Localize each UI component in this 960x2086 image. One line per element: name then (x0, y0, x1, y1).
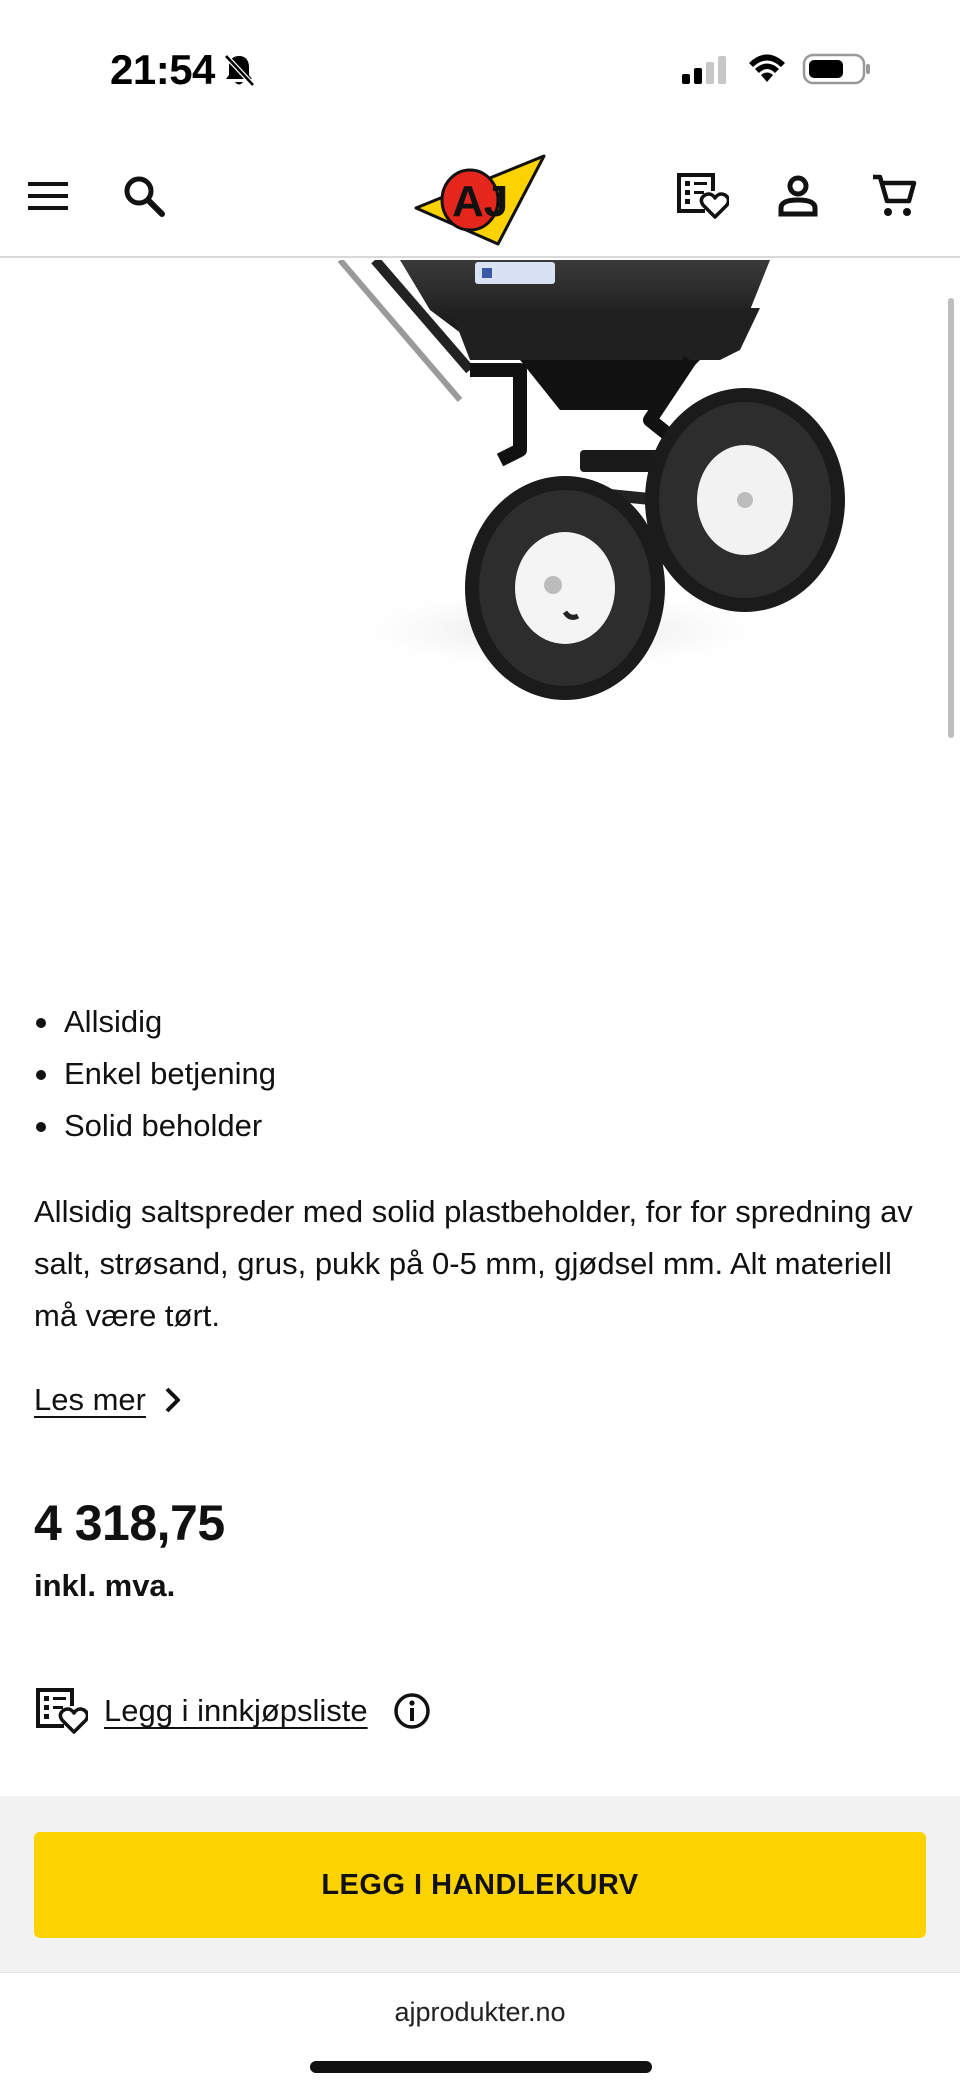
read-more-link[interactable] (34, 1382, 182, 1418)
shopping-list-button[interactable] (674, 168, 730, 224)
bell-slash-icon (222, 52, 256, 88)
home-indicator[interactable] (310, 2061, 652, 2073)
add-to-shopping-list-link[interactable]: Legg i innkjøpsliste (104, 1693, 368, 1728)
battery-icon (802, 52, 872, 86)
aj-logo[interactable] (412, 148, 548, 248)
feature-item: Solid beholder (34, 1100, 276, 1152)
status-bar (0, 0, 960, 140)
account-icon (778, 174, 818, 218)
cart-button[interactable] (866, 168, 922, 224)
wifi-icon (746, 50, 788, 86)
search-icon (122, 174, 166, 218)
vat-note: inkl. mva. (34, 1568, 176, 1603)
product-image (0, 260, 960, 860)
site-header (0, 140, 960, 258)
page-scrollbar[interactable] (948, 298, 954, 738)
salt-spreader-illustration (0, 260, 960, 860)
add-to-cart-bar (0, 1796, 960, 1972)
menu-button[interactable] (20, 168, 76, 224)
feature-list (34, 996, 276, 1152)
read-more-label: Les mer (34, 1382, 146, 1417)
account-button[interactable] (770, 168, 826, 224)
feature-item: Allsidig (34, 996, 276, 1048)
shopping-list-heart-icon (675, 171, 729, 221)
hamburger-menu-icon (26, 179, 70, 213)
info-icon (393, 1692, 431, 1730)
browser-address-bar (0, 1972, 960, 2086)
add-to-cart-button[interactable]: LEGG I HANDLEKURV (34, 1832, 926, 1938)
shopping-list-row (34, 1686, 432, 1736)
feature-item: Enkel betjening (34, 1048, 276, 1100)
info-button[interactable] (392, 1691, 432, 1731)
shopping-list-heart-icon (34, 1686, 88, 1736)
product-price: 4 318,75 (34, 1495, 225, 1551)
product-description: Allsidig saltspreder med solid plastbeholder, for for spredning av salt, strøsand, grus, pukk på 0-5 mm, gjødsel mm. Alt materiell må være tørt. (34, 1194, 913, 1333)
logo-text: AJ (452, 177, 509, 226)
status-time: 21:54 (110, 46, 215, 93)
cellular-signal-icon (680, 54, 730, 86)
chevron-right-icon (164, 1386, 182, 1414)
url-display[interactable]: ajprodukter.no (394, 1997, 566, 2027)
cart-icon (871, 173, 917, 219)
search-button[interactable] (116, 168, 172, 224)
